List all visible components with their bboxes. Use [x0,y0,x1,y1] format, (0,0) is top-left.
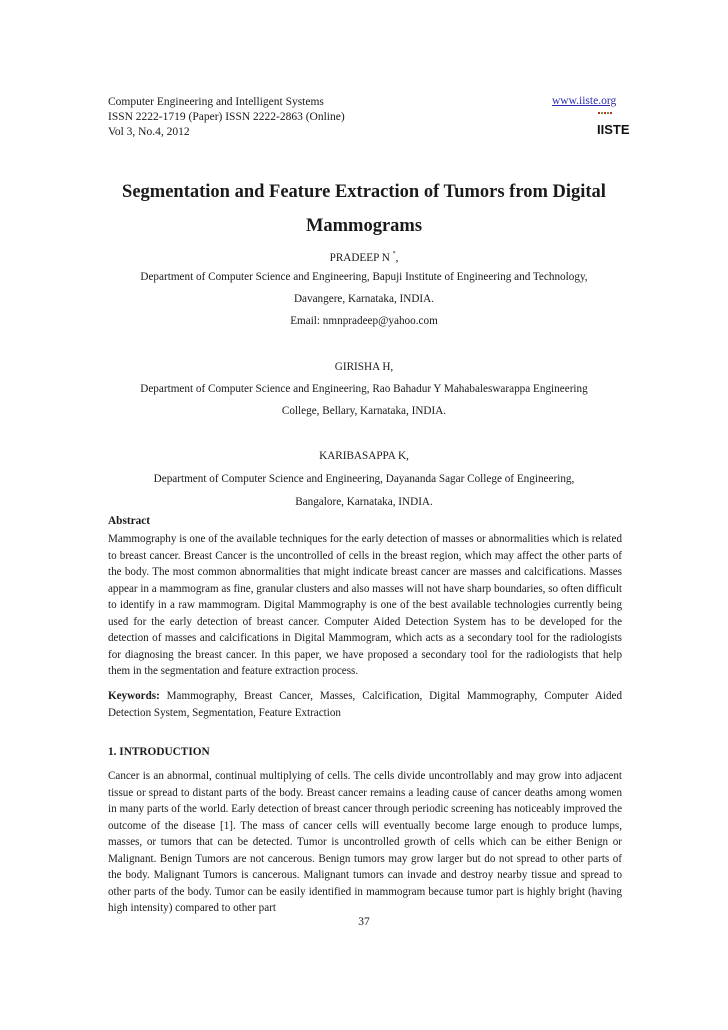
author-affiliation: Department of Computer Science and Engineering, Bapuji Institute of Engineering and Technology, [140,271,588,283]
iiste-logo [597,112,630,138]
journal-url-link[interactable]: www.iiste.org [552,95,617,107]
journal-name: Computer Engineering and Intelligent Systems [108,96,324,108]
svg-text:IISTE: IISTE [597,122,630,137]
paper-title-line-1: Segmentation and Feature Extraction of Tumors from Digital [122,182,606,202]
author-affiliation-location: College, Bellary, Karnataka, INDIA. [281,405,447,417]
author-name: KARIBASAPPA K, [319,450,409,462]
iiste-logo-icon [597,112,630,138]
issn-line: ISSN 2222-1719 (Paper) ISSN 2222-2863 (Online) [108,111,345,123]
abstract-text: Mammography is one of the available techniques for the early detection of masses or abnormalities which is related to breast cancer. Breast Cancer is the uncontrolled of cells in the breast region, which may affect the other parts of the body. The most common abnormalities that might indicate breast cancer are masses and calcifications. Masses appear in a mammogram as fine, granular clusters and also masses will not have sharp boundaries, so often difficult to identify in a raw mammogram. Digital Mammography is one of the best available technologies currently being used for the early detection of breast cancer. Computer Aided Detection System has to be developed for the detection of masses and calcifications in Digital Mammogram, which acts as a secondary tool for the radiologists for diagnosing the breast cancer. In this paper, we have proposed a secondary tool for the radiologists that help them in the segmentation and feature extraction process. [108,533,622,678]
introduction-heading: 1. INTRODUCTION [108,746,210,758]
author-affiliation: Department of Computer Science and Engineering, Rao Bahadur Y Mahabaleswarappa Engineering [140,383,588,395]
page-number: 37 [358,916,370,928]
author-name-text: PRADEEP N [329,252,390,264]
author-affiliation-location: Davangere, Karnataka, INDIA. [293,293,435,305]
keywords-text: Mammography, Breast Cancer, Masses, Calcification, Digital Mammography, Computer Aided Detection System, Segmentation, Feature Extraction [108,690,622,719]
author-email: Email: nmnpradeep@yahoo.com [290,315,438,327]
author-affiliation-location: Bangalore, Karnataka, INDIA. [295,496,433,508]
keywords-paragraph [108,688,622,721]
author-name-suffix: , [395,252,399,264]
introduction-text: Cancer is an abnormal, continual multiplying of cells. The cells divide uncontrollably and may grow into adjacent tissue or spread to distant parts of the body. Breast cancer remains a leading cause of cancer deaths among women in many parts of the world. Early detection of breast cancer through periodic screening has noticeably improved the outcome of the disease [1]. The mass of cancer cells will eventually become large enough to produce lumps, masses, or tumors that can be detected. Tumor is uncontrolled growth of cells which can be either Benign or Malignant. Benign Tumors are not cancerous. Benign tumors may grow larger but do not spread to other parts of the body. Malignant Tumors is cancerous. Malignant tumors can invade and destroy nearby tissue and spread to other parts of the body. Tumor can be easily identified in mammogram because tumor part is highly bright (having high intensity) compared to other part [108,770,622,915]
abstract-heading: Abstract [108,515,151,527]
volume-line: Vol 3, No.4, 2012 [108,126,190,138]
corresponding-mark: * [392,251,396,257]
author-name: GIRISHA H, [334,361,394,373]
paper-title-line-2: Mammograms [305,216,423,236]
author-name [108,247,620,265]
keywords-label: Keywords: [108,690,160,702]
author-affiliation: Department of Computer Science and Engineering, Dayananda Sagar College of Engineering, [153,473,575,485]
